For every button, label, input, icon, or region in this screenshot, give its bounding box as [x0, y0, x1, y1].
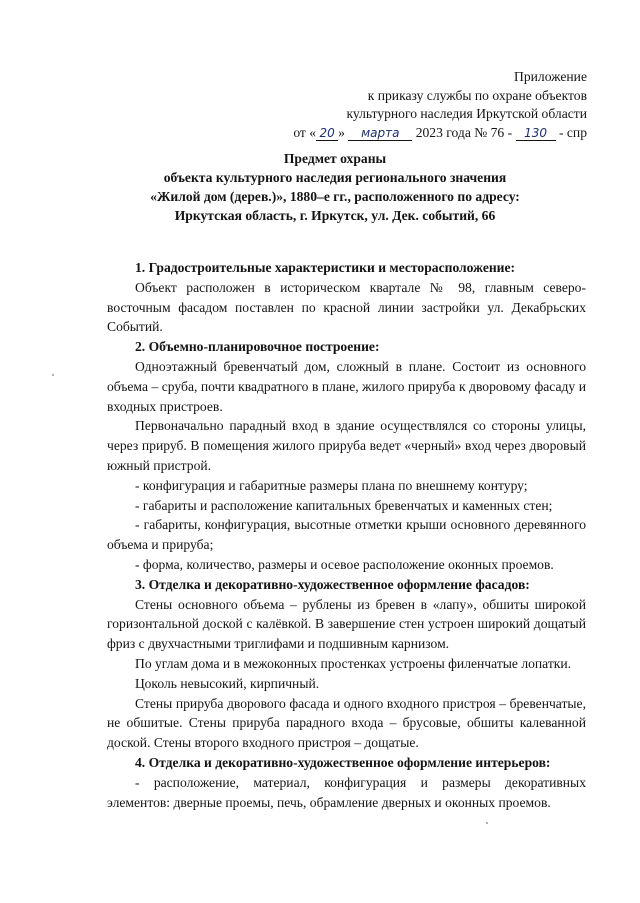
section-1-paragraph: Объект расположен в историческом квартале № 98, главным северо-восточным фасадом поставлен по красной линии застройки ул. Декабрьских Событий.	[107, 279, 586, 335]
section-2-heading: 2. Объемно-планировочное построение:	[135, 339, 380, 355]
section-3-paragraph-1: Стены основного объема – рублены из бревен в «лапу», обшиты широкой горизонтальной доской с калёвкой. В завершение стен устроен широкий дощатый фриз с двухчастными триглифами и подшивным карнизом.	[107, 596, 586, 652]
section-3-paragraph-3: Цоколь невысокий, кирпичный.	[135, 675, 320, 691]
order-reference: к приказу службы по охране объектов	[367, 87, 587, 103]
section-3-heading: 3. Отделка и декоративно-художественное оформление фасадов:	[135, 576, 530, 592]
document-body	[107, 258, 586, 812]
section-2-paragraph-1: Одноэтажный бревенчатый дом, сложный в плане. Состоит из основного объема – сруба, почти квадратного в плане, жилого прируба к дворовому фасаду и входных пристроев.	[107, 358, 586, 414]
section-2-paragraph-2: Первоначально парадный вход в здание осуществлялся со стороны улицы, через прируб. В помещения жилого прируба ведет «черный» вход через дворовый южный пристрой.	[107, 418, 586, 473]
section-4-heading: 4. Отделка и декоративно-художественное оформление интерьеров:	[135, 754, 551, 770]
section-2-item-3: - габариты, конфигурация, высотные отметки крыши основного деревянного объема и прируба;	[107, 517, 586, 553]
date-mid: »	[338, 124, 345, 140]
title-line-2: объекта культурного наследия регионального значения	[163, 170, 507, 185]
scan-speck	[52, 374, 54, 376]
appendix-header	[293, 68, 587, 142]
section-2-item-4: - форма, количество, размеры и осевое расположение оконных проемов.	[135, 556, 554, 572]
scan-speck	[486, 822, 488, 824]
section-2-item-2: - габариты и расположение капитальных бревенчатых и каменных стен;	[135, 497, 553, 513]
handwritten-order-number: 130	[516, 126, 556, 141]
date-prefix: от «	[293, 124, 317, 140]
section-2-item-1: - конфигурация и габаритные размеры плана по внешнему контуру;	[135, 477, 528, 493]
document-title	[100, 149, 570, 225]
handwritten-month: марта	[348, 126, 412, 141]
section-3-paragraph-2: По углам дома и в межоконных простенках устроены филенчатые лопатки.	[135, 655, 572, 671]
date-suffix: 2023 года № 76 -	[415, 124, 513, 140]
handwritten-day: 20	[316, 126, 338, 141]
number-suffix: - спр	[558, 124, 587, 140]
title-line-4: Иркутская область, г. Иркутск, ул. Дек. событий, 66	[174, 208, 496, 223]
title-line-3: «Жилой дом (дерев.)», 1880–е гг., расположенного по адресу:	[150, 189, 520, 204]
order-authority: культурного наследия Иркутской области	[346, 106, 587, 121]
order-date-line	[293, 124, 587, 143]
section-1-heading: 1. Градостроительные характеристики и месторасположение:	[135, 260, 516, 275]
section-4-paragraph: - расположение, материал, конфигурация и размеры декоративных элементов: дверные проемы, печь, обрамление дверных и оконных проемов.	[107, 774, 586, 810]
section-3-paragraph-4: Стены прируба дворового фасада и одного входного пристроя – бревенчатые, не обшитые. Стены прируба парадного входа – брусовые, обшиты калеванной доской. Стены второго входного пристроя – дощатые.	[107, 695, 586, 751]
appendix-label: Приложение	[514, 69, 587, 84]
title-line-1: Предмет охраны	[283, 151, 387, 166]
